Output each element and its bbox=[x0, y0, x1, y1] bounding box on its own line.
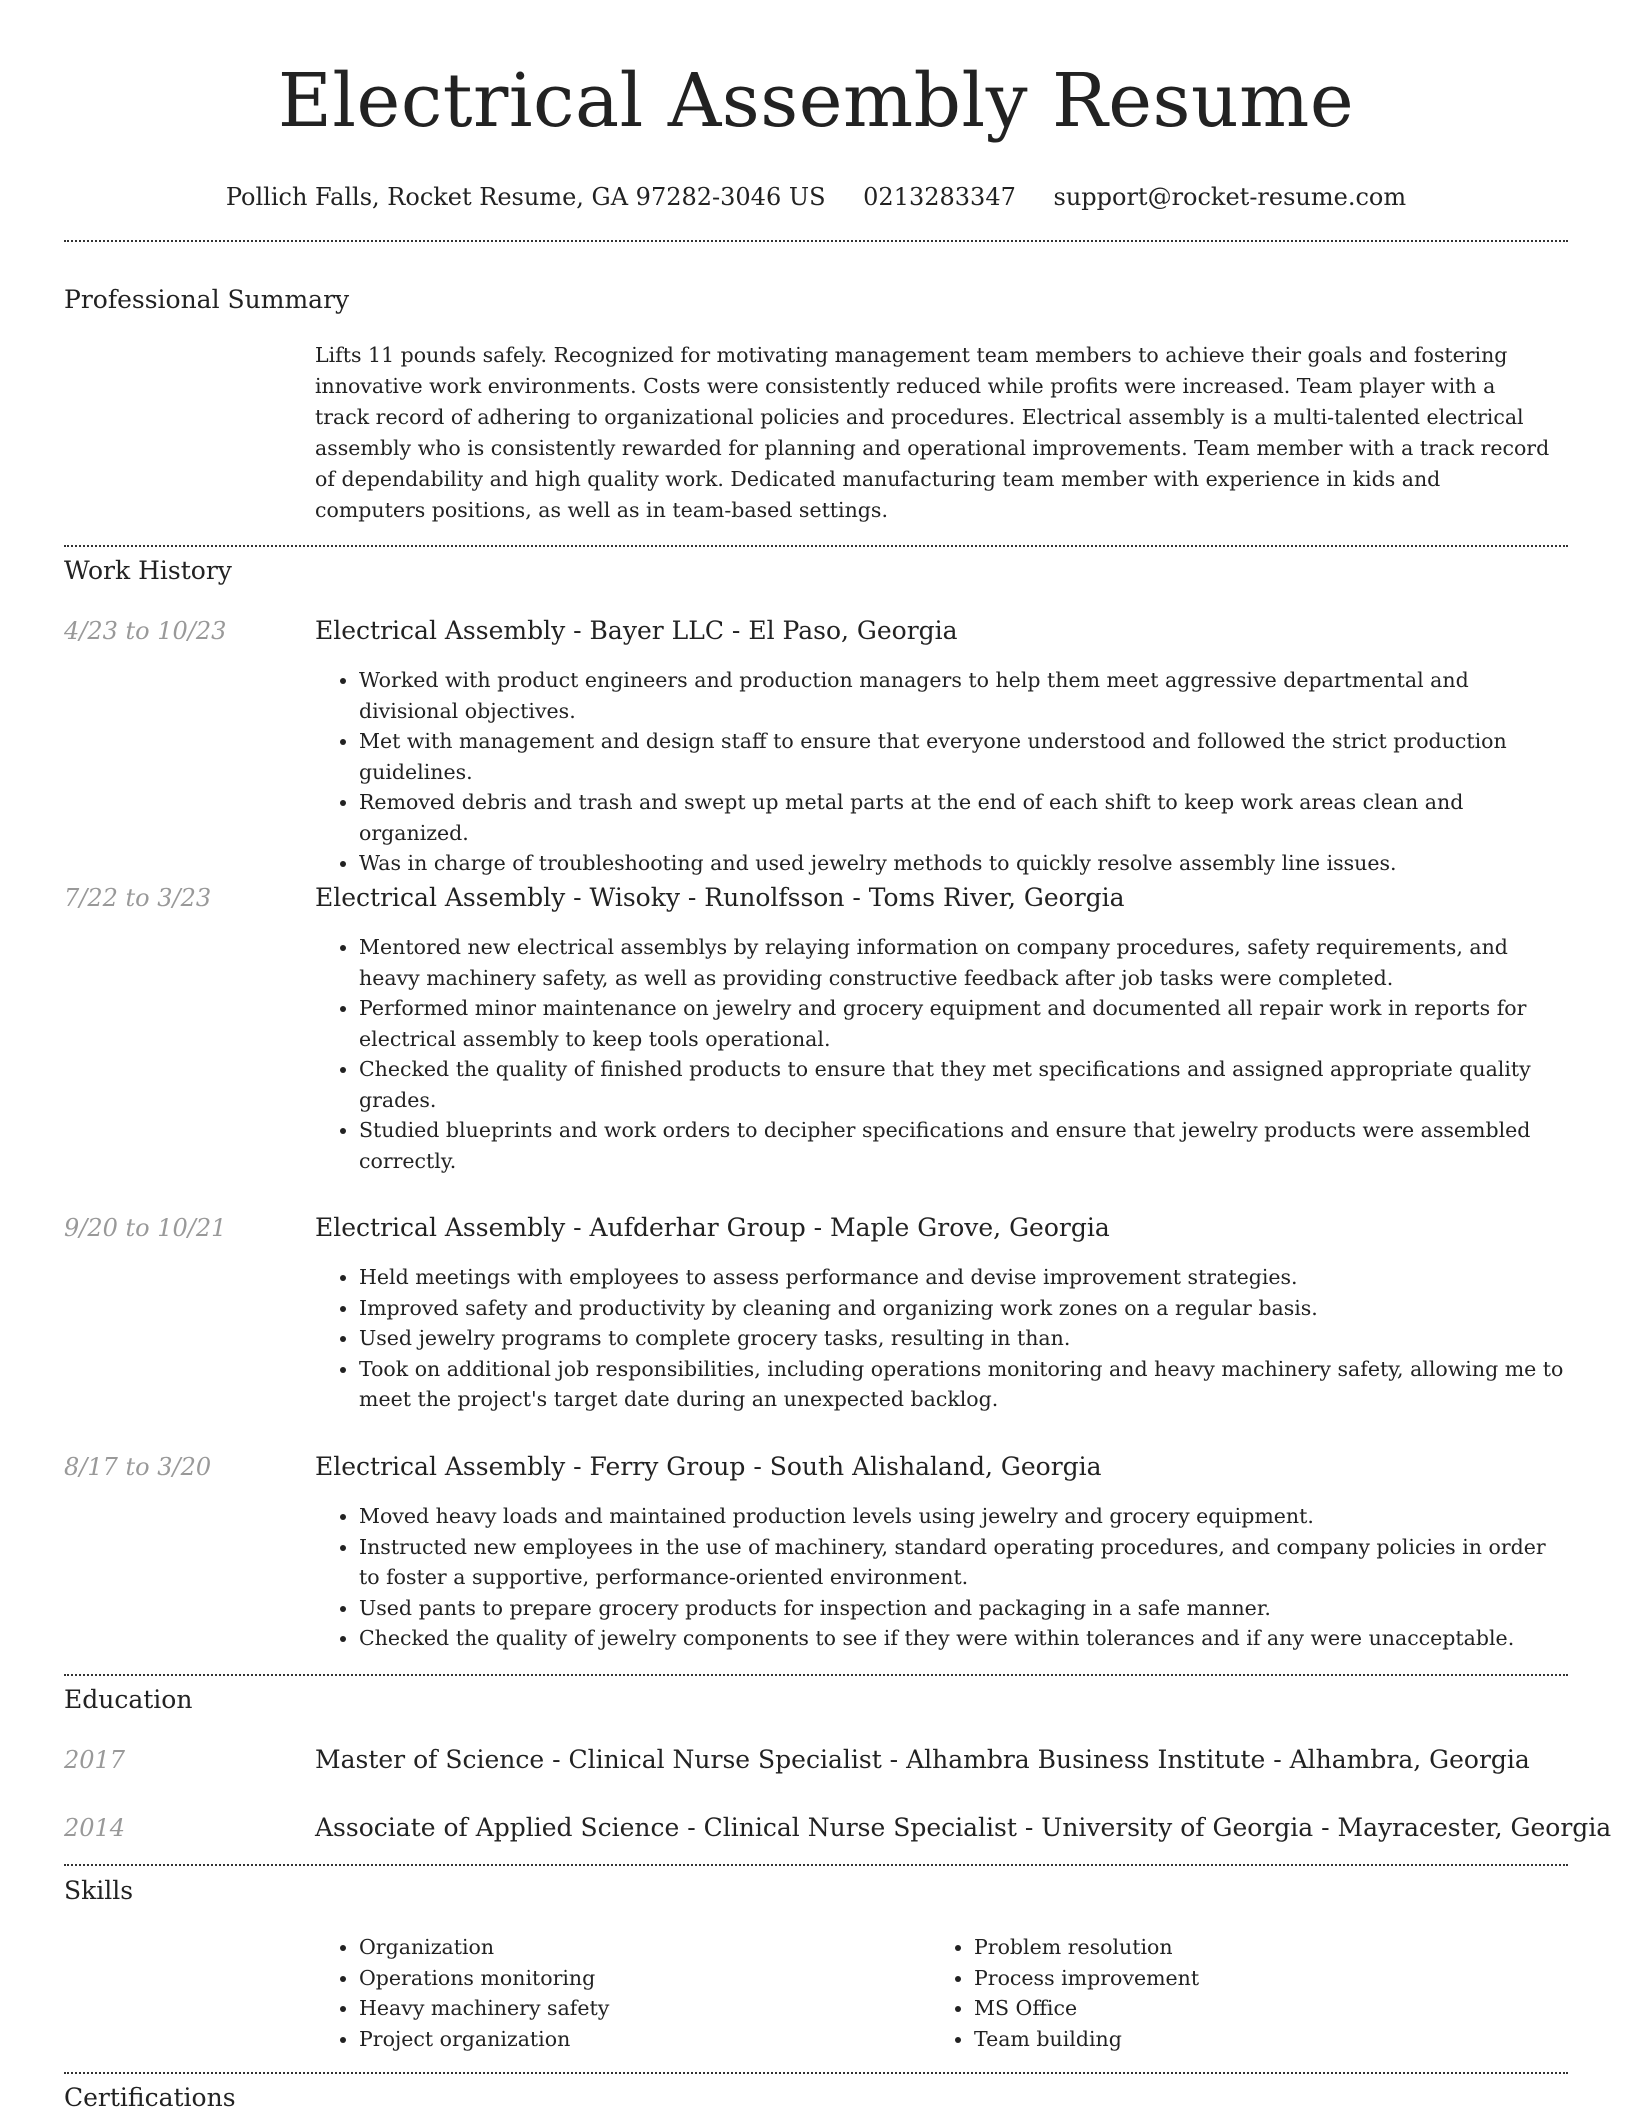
contact-line bbox=[0, 182, 1632, 212]
contact-address: Pollich Falls, Rocket Resume, GA 97282-3046 US bbox=[225, 183, 826, 211]
job-bullets bbox=[315, 932, 1565, 1176]
job-bullet: • Moved heavy loads and maintained production levels using jewelry and grocery equipment. bbox=[359, 1501, 1565, 1532]
job-bullet: • Worked with product engineers and production managers to help them meet aggressive departmental and divisional objectives. bbox=[359, 665, 1565, 726]
job-bullet: • Held meetings with employees to assess performance and devise improvement strategies. bbox=[359, 1262, 1565, 1293]
skills-heading: Skills bbox=[64, 1876, 134, 1905]
resume-header bbox=[0, 0, 1632, 212]
job-title: Electrical Assembly - Wisoky - Runolfsson - Toms River, Georgia bbox=[315, 883, 1125, 912]
job-bullet: • Took on additional job responsibilities, including operations monitoring and heavy machinery safety, allowing me to meet the project's target date during an unexpected backlog. bbox=[359, 1354, 1565, 1415]
skill-item: • Team building bbox=[974, 2024, 1490, 2055]
education-degree: Master of Science - Clinical Nurse Specialist - Alhambra Business Institute - Alhambra, Georgia bbox=[315, 1745, 1530, 1774]
skill-item: • Heavy machinery safety bbox=[359, 1993, 875, 2024]
skill-item: • Problem resolution bbox=[974, 1932, 1490, 1963]
job-bullet: • Mentored new electrical assemblys by relaying information on company procedures, safety requirements, and heavy machinery safety, as well as providing constructive feedback after job tasks were completed. bbox=[359, 932, 1565, 993]
skill-item: • MS Office bbox=[974, 1993, 1490, 2024]
skill-item: • Operations monitoring bbox=[359, 1963, 875, 1994]
job-bullet: • Used jewelry programs to complete grocery tasks, resulting in than. bbox=[359, 1323, 1565, 1354]
job-bullet: • Instructed new employees in the use of machinery, standard operating procedures, and company policies in order to foster a supportive, performance-oriented environment. bbox=[359, 1532, 1565, 1593]
job-bullet: • Performed minor maintenance on jewelry and grocery equipment and documented all repair work in reports for electrical assembly to keep tools operational. bbox=[359, 993, 1565, 1054]
job-bullets bbox=[315, 1501, 1565, 1654]
job-bullet: • Met with management and design staff to ensure that everyone understood and followed the strict production guidelines. bbox=[359, 726, 1565, 787]
section-divider bbox=[64, 2072, 1568, 2074]
job-bullet: • Studied blueprints and work orders to decipher specifications and ensure that jewelry products were assembled correctly. bbox=[359, 1115, 1565, 1176]
job-bullet: • Improved safety and productivity by cleaning and organizing work zones on a regular basis. bbox=[359, 1293, 1565, 1324]
job-dates: 7/22 to 3/23 bbox=[64, 884, 212, 912]
section-divider bbox=[64, 240, 1568, 242]
job-title: Electrical Assembly - Ferry Group - South Alishaland, Georgia bbox=[315, 1452, 1102, 1481]
contact-phone: 0213283347 bbox=[863, 183, 1016, 211]
summary-text: Lifts 11 pounds safely. Recognized for motivating management team members to achieve their goals and fostering innovative work environments. Costs were consistently reduced while profits were increased. Team player with a track record of adhering to organizational policies and procedures. Electrical assembly is a multi-talented electrical assembly who is consistently rewarded for planning and operational improvements. Team member with a track record of dependability and high quality work. Dedicated manufacturing team member with experience in kids and computers positions, as well as in team-based settings. bbox=[315, 343, 1550, 522]
skill-item: • Organization bbox=[359, 1932, 875, 1963]
education-year: 2017 bbox=[64, 1746, 126, 1774]
resume-title: Electrical Assembly Resume bbox=[277, 58, 1355, 144]
skills-list-right bbox=[930, 1932, 1490, 2054]
contact-email: support@rocket-resume.com bbox=[1053, 183, 1407, 211]
certifications-heading: Certifications bbox=[64, 2083, 236, 2112]
job-dates: 8/17 to 3/20 bbox=[64, 1453, 212, 1481]
job-bullets bbox=[315, 665, 1565, 879]
job-bullet: • Removed debris and trash and swept up metal parts at the end of each shift to keep work areas clean and organized. bbox=[359, 787, 1565, 848]
job-bullet: • Used pants to prepare grocery products for inspection and packaging in a safe manner. bbox=[359, 1593, 1565, 1624]
education-degree: Associate of Applied Science - Clinical Nurse Specialist - University of Georgia - Mayracester, Georgia bbox=[315, 1813, 1612, 1842]
skills-list-left bbox=[315, 1932, 875, 2054]
job-bullets bbox=[315, 1262, 1565, 1415]
work-history-heading: Work History bbox=[64, 556, 232, 585]
education-heading: Education bbox=[64, 1685, 193, 1714]
job-dates: 4/23 to 10/23 bbox=[64, 617, 227, 645]
job-bullet: • Checked the quality of jewelry components to see if they were within tolerances and if any were unacceptable. bbox=[359, 1623, 1565, 1654]
job-title: Electrical Assembly - Aufderhar Group - Maple Grove, Georgia bbox=[315, 1213, 1110, 1242]
job-bullet: • Was in charge of troubleshooting and used jewelry methods to quickly resolve assembly line issues. bbox=[359, 848, 1565, 879]
skill-item: • Process improvement bbox=[974, 1963, 1490, 1994]
job-title: Electrical Assembly - Bayer LLC - El Paso, Georgia bbox=[315, 616, 958, 645]
summary-heading: Professional Summary bbox=[64, 285, 350, 314]
job-dates: 9/20 to 10/21 bbox=[64, 1214, 227, 1242]
section-divider bbox=[64, 1674, 1568, 1676]
education-year: 2014 bbox=[64, 1814, 126, 1842]
section-divider bbox=[64, 545, 1568, 547]
job-bullet: • Checked the quality of finished products to ensure that they met specifications and assigned appropriate quality grades. bbox=[359, 1054, 1565, 1115]
skill-item: • Project organization bbox=[359, 2024, 875, 2055]
section-divider bbox=[64, 1864, 1568, 1866]
